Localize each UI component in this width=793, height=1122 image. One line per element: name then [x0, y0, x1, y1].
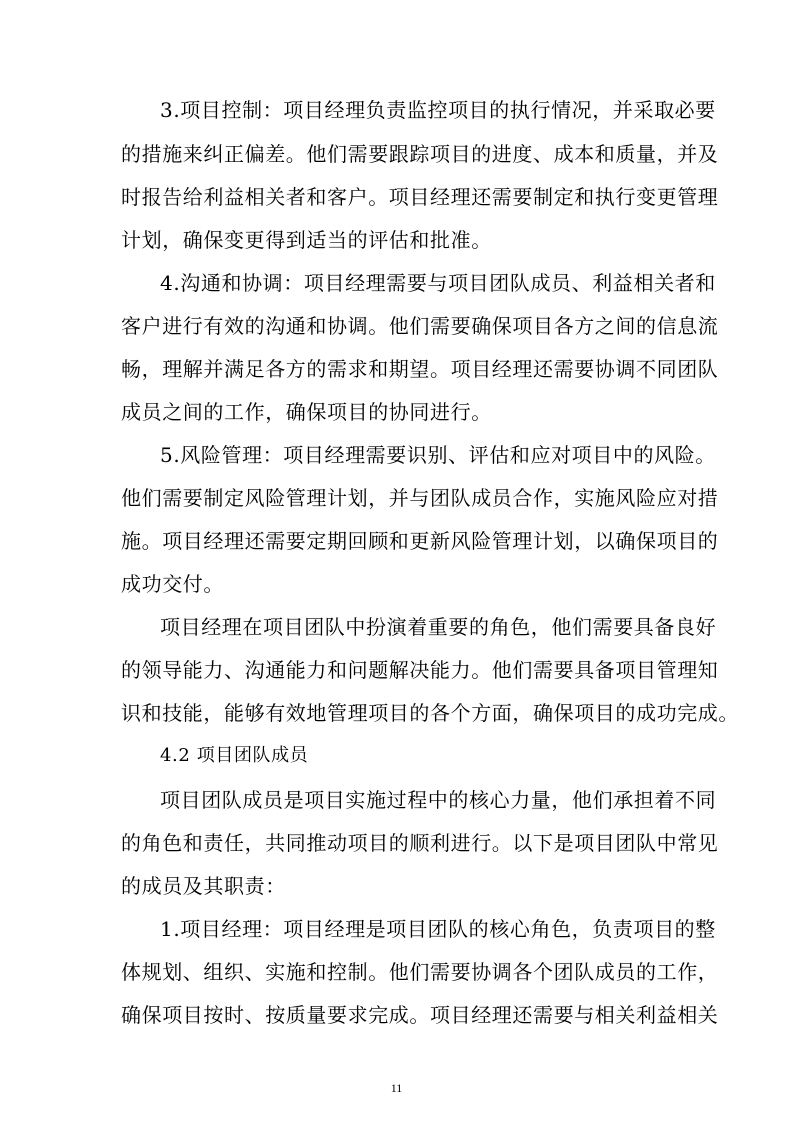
text-line: 1.项目经理：项目经理是项目团队的核心角色，负责项目的整	[160, 917, 716, 941]
text-line: 成员之间的工作，确保项目的协同进行。	[121, 400, 492, 424]
text-line: 项目经理在项目团队中扮演着重要的角色，他们需要具备良好	[160, 615, 717, 639]
text-line: 的角色和责任，共同推动项目的顺利进行。以下是项目团队中常见	[121, 831, 719, 855]
text-line: 3.项目控制：项目经理负责监控项目的执行情况，并采取必要	[160, 98, 716, 122]
text-line: 4.沟通和协调：项目经理需要与项目团队成员、利益相关者和	[160, 271, 716, 295]
text-line: 成功交付。	[121, 572, 224, 596]
section-heading: 4.2 项目团队成员	[160, 745, 309, 766]
text-line: 识和技能，能够有效地管理项目的各个方面，确保项目的成功完成。	[121, 701, 739, 725]
text-line: 项目团队成员是项目实施过程中的核心力量，他们承担着不同	[160, 788, 717, 812]
text-line: 计划，确保变更得到适当的评估和批准。	[121, 228, 492, 252]
text-line: 施。项目经理还需要定期回顾和更新风险管理计划，以确保项目的	[121, 529, 719, 553]
text-line: 他们需要制定风险管理计划，并与团队成员合作，实施风险应对措	[121, 486, 719, 510]
text-line: 的领导能力、沟通能力和问题解决能力。他们需要具备项目管理知	[121, 658, 719, 682]
text-line: 客户进行有效的沟通和协调。他们需要确保项目各方之间的信息流	[121, 314, 719, 338]
page-number: 11	[390, 1081, 403, 1095]
text-line: 确保项目按时、按质量要求完成。项目经理还需要与相关利益相关	[121, 1003, 719, 1027]
text-line: 时报告给利益相关者和客户。项目经理还需要制定和执行变更管理	[121, 185, 719, 209]
text-line: 5.风险管理：项目经理需要识别、评估和应对项目中的风险。	[160, 443, 716, 467]
text-line: 的成员及其职责：	[121, 874, 286, 898]
text-line: 畅，理解并满足各方的需求和期望。项目经理还需要协调不同团队	[121, 357, 719, 381]
text-line: 体规划、组织、实施和控制。他们需要协调各个团队成员的工作，	[121, 960, 719, 984]
text-line: 的措施来纠正偏差。他们需要跟踪项目的进度、成本和质量，并及	[121, 142, 719, 166]
